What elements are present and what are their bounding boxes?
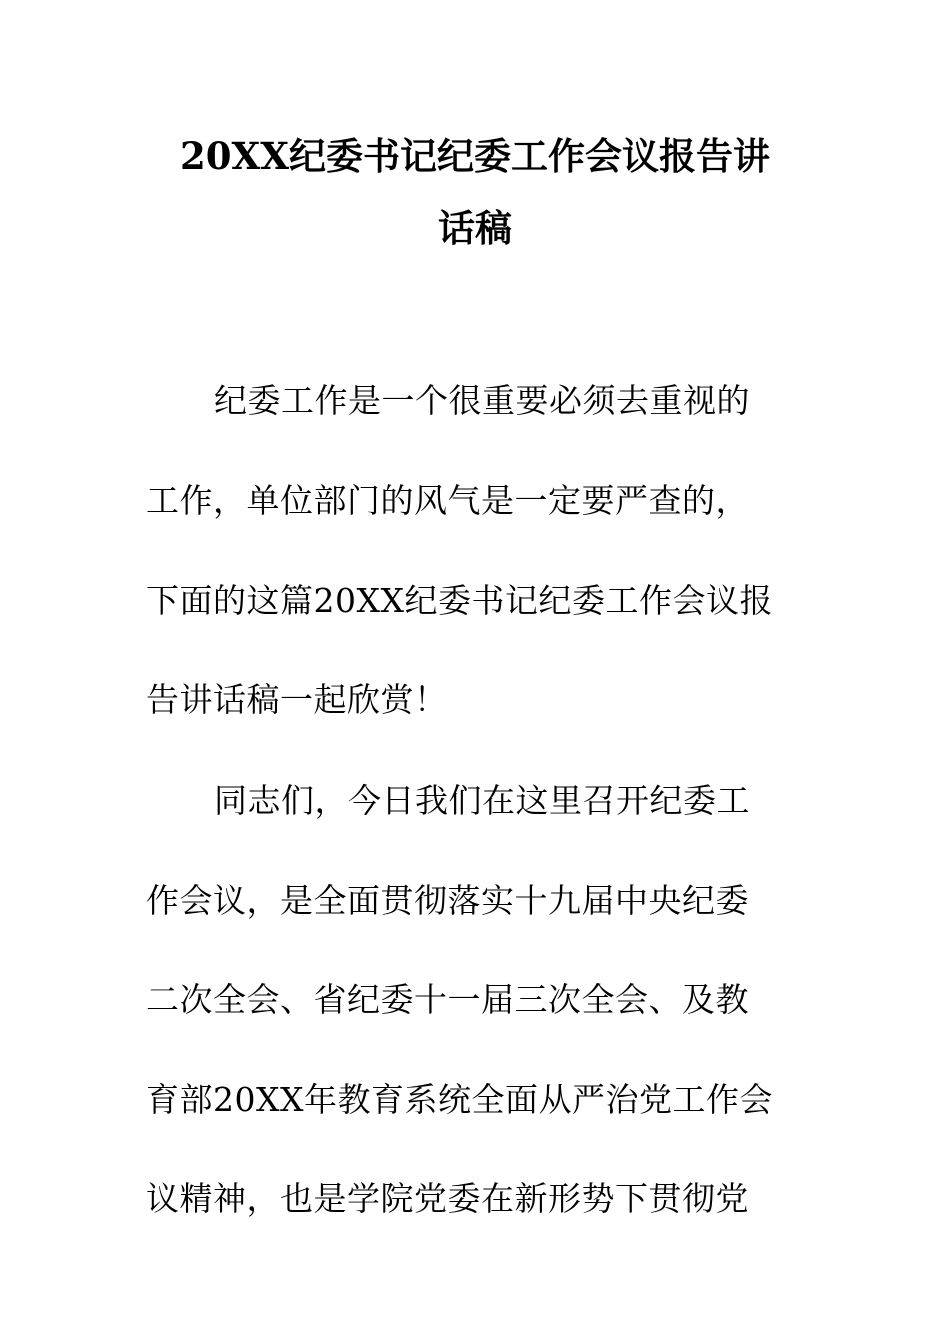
document-title-line-2: 话稿 (438, 206, 512, 250)
document-title-line-1: 20XX纪委书记纪委工作会议报告讲 (180, 134, 770, 178)
paragraph-2-line-2: 作会议，是全面贯彻落实十九届中央纪委 (146, 881, 749, 920)
paragraph-1-line-1: 纪委工作是一个很重要必须去重视的 (214, 381, 750, 420)
paragraph-2-line-1: 同志们，今日我们在这里召开纪委工 (214, 781, 750, 820)
paragraph-1-line-3: 下面的这篇20XX纪委书记纪委工作会议报 (146, 581, 773, 620)
paragraph-1-line-2: 工作，单位部门的风气是一定要严查的， (146, 481, 749, 520)
paragraph-2-line-5: 议精神，也是学院党委在新形势下贯彻党 (146, 1179, 749, 1218)
paragraph-2-line-3: 二次全会、省纪委十一届三次全会、及教 (146, 980, 749, 1019)
paragraph-2-line-4: 育部20XX年教育系统全面从严治党工作会 (146, 1080, 773, 1119)
paragraph-1-line-4: 告讲话稿一起欣赏！ (146, 680, 448, 719)
